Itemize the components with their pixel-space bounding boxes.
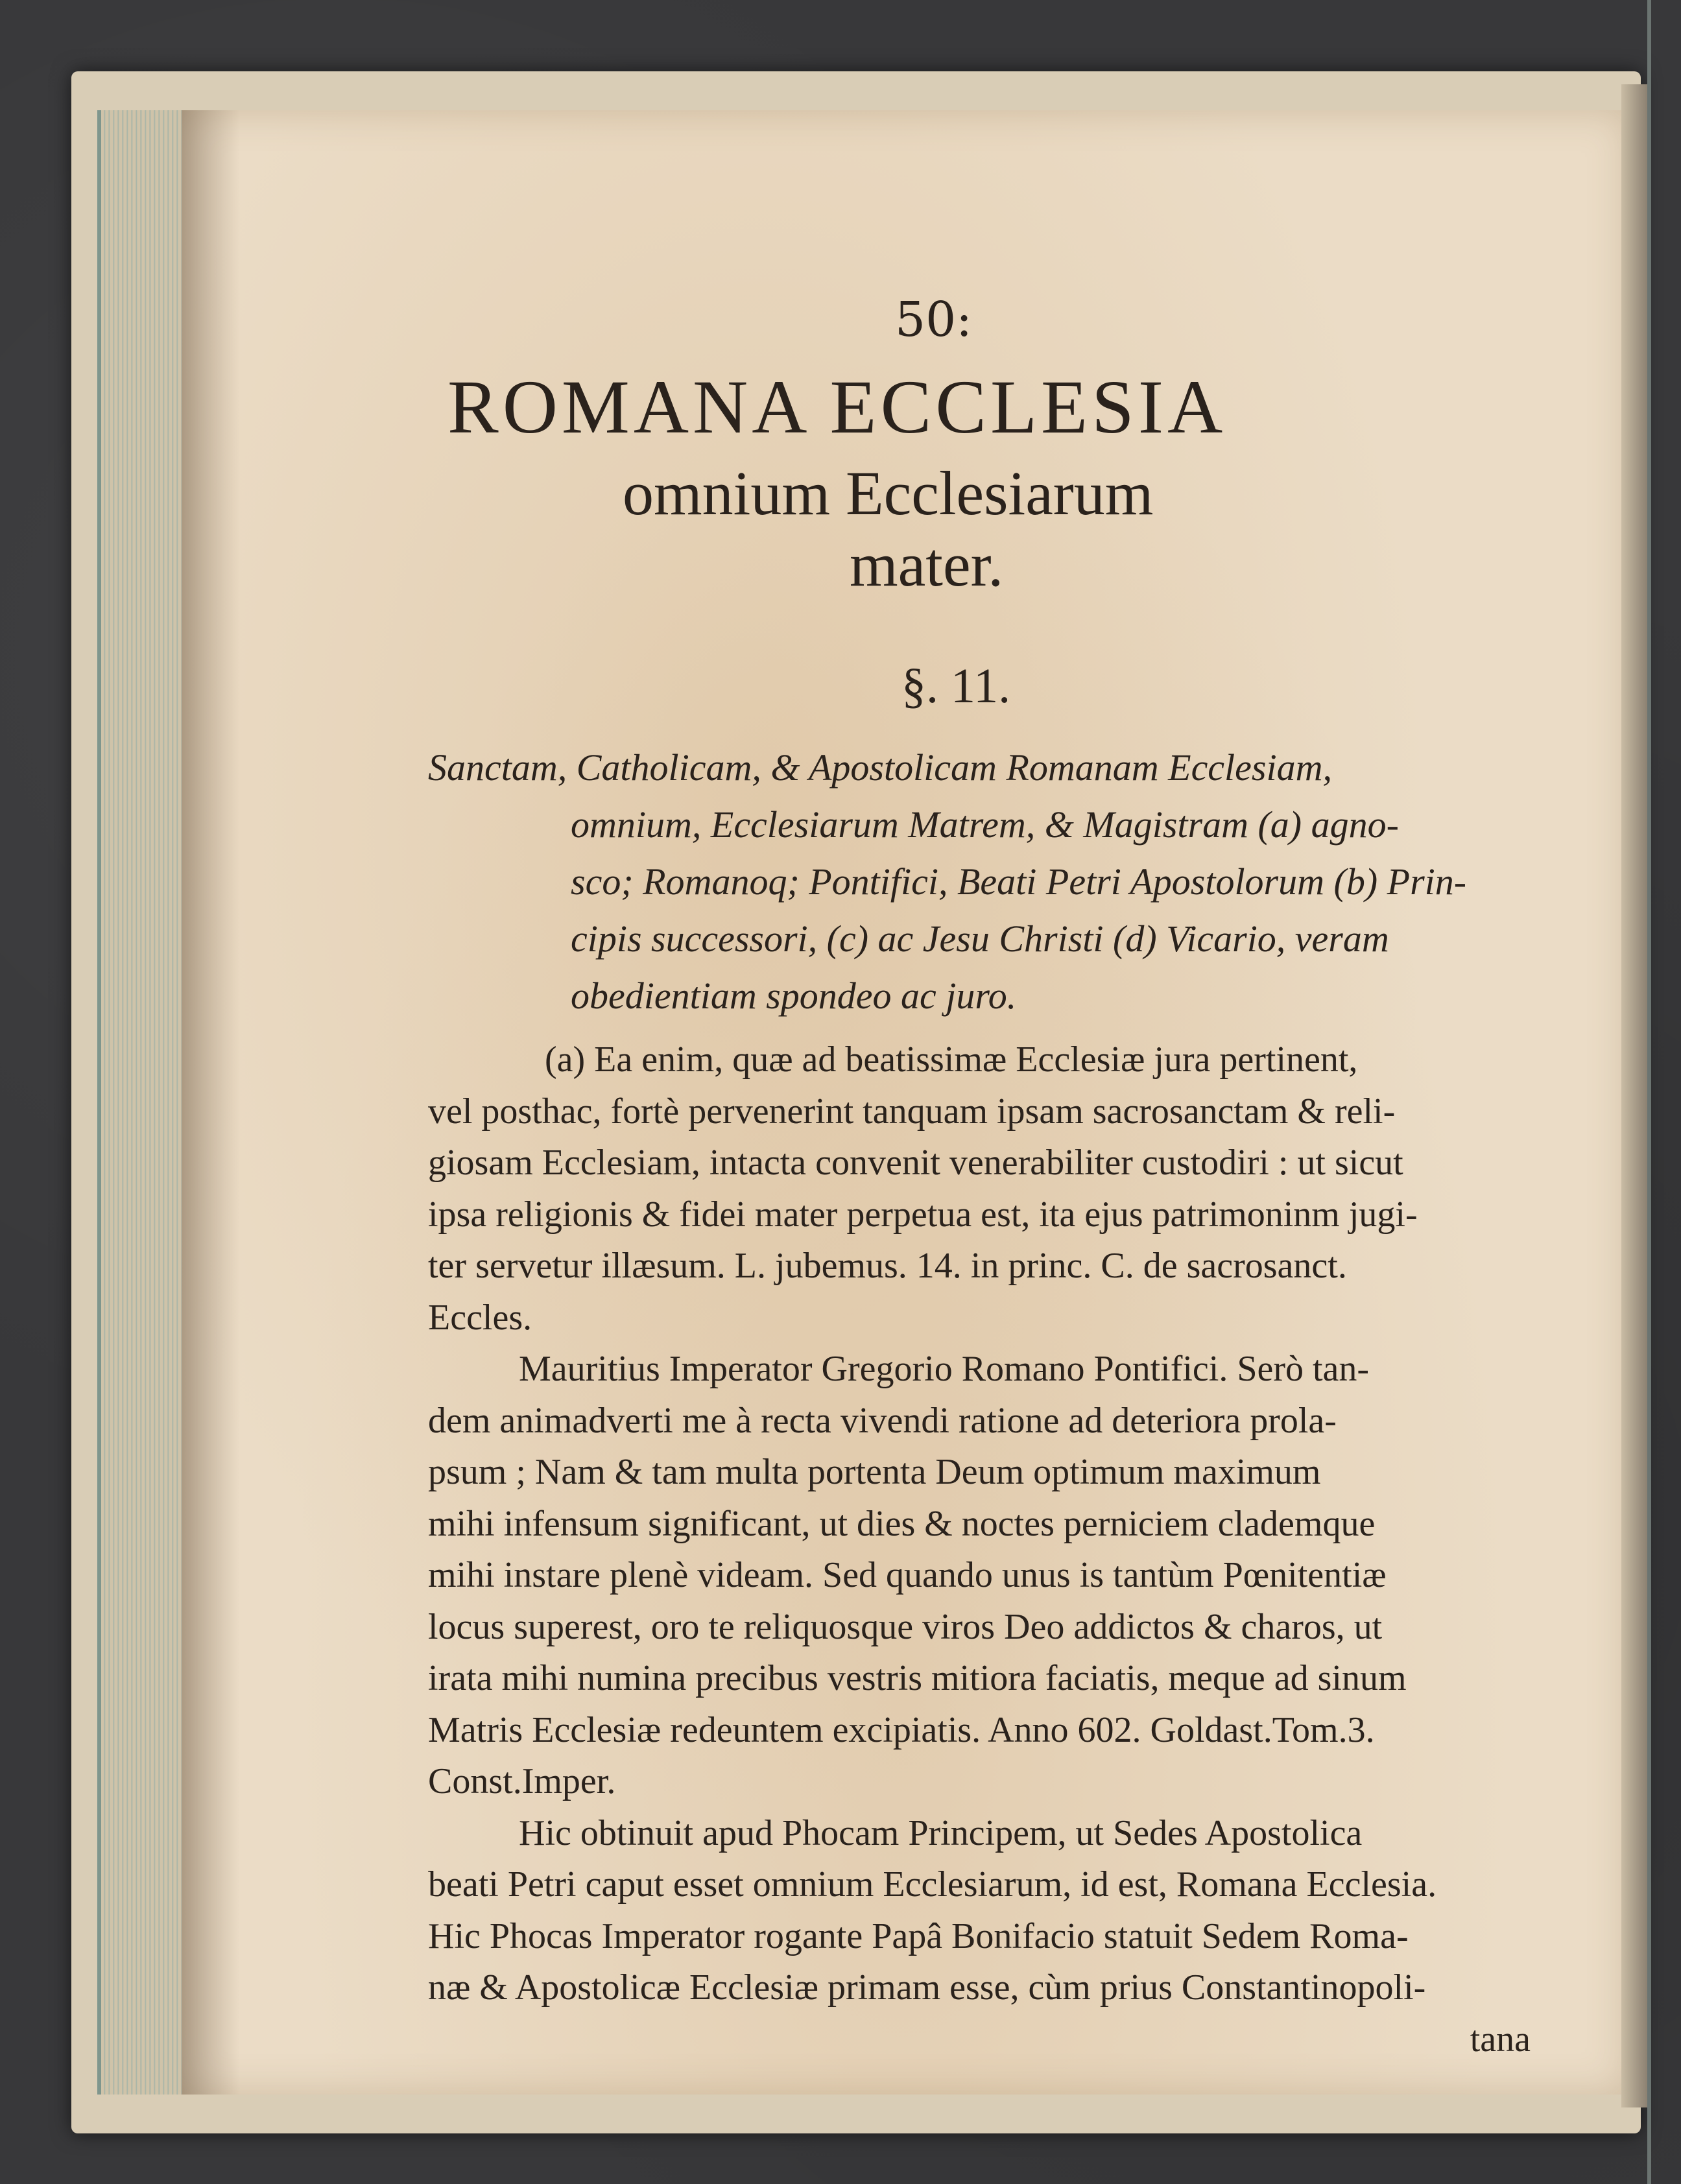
oath-paragraph <box>428 739 1531 1025</box>
title-line-3: mater. <box>850 530 1004 599</box>
oath-line: Sanctam, Catholicam, & Apostolicam Romanam Ecclesiam, <box>428 746 1332 789</box>
gutter-line <box>1647 0 1651 2184</box>
text-line: Const.Imper. <box>428 1761 616 1801</box>
text-line: Mauritius Imperator Gregorio Romano Pontifici. Serò tan- <box>519 1349 1370 1389</box>
page-number: 50: <box>895 292 973 348</box>
note-paragraph-mauritius <box>428 1344 1531 1808</box>
oath-line: omnium, Ecclesiarum Matrem, & Magistram (a) agno- <box>571 803 1399 846</box>
text-line: Hic obtinuit apud Phocam Principem, ut Sedes Apostolica <box>519 1812 1363 1853</box>
spine-shadow <box>182 110 240 2095</box>
text-line: irata mihi numina precibus vestris mitiora faciatis, meque ad sinum <box>428 1658 1407 1698</box>
text-line: locus superest, oro te reliquosque viros Deo addictos & charos, ut <box>428 1606 1383 1647</box>
text-line: ipsa religionis & fidei mater perpetua est, ita ejus patrimoninm jugi- <box>428 1194 1418 1235</box>
text-line: dem animadverti me à recta vivendi ratione ad deteriora prola- <box>428 1400 1337 1441</box>
text-line: giosam Ecclesiam, intacta convenit venerabiliter custodiri : ut sicut <box>428 1143 1403 1183</box>
section-heading: §. 11. <box>901 659 1011 713</box>
oath-line: cipis successori, (c) ac Jesu Christi (d) Vicario, veram <box>571 918 1389 960</box>
oath-line: sco; Romanoq; Pontifici, Beati Petri Apostolorum (b) Prin- <box>571 861 1467 903</box>
text-line: vel posthac, fortè pervenerint tanquam ipsam sacrosanctam & reli- <box>428 1091 1396 1132</box>
text-line: Eccles. <box>428 1297 532 1338</box>
text-line: psum ; Nam & tam multa portenta Deum optimum maximum <box>428 1452 1321 1492</box>
page-right-edge <box>1621 84 1647 2107</box>
text-line: (a) Ea enim, quæ ad beatissimæ Ecclesiæ jura pertinent, <box>545 1039 1358 1080</box>
page-stack-edge <box>97 110 185 2095</box>
title-line-2: omnium Ecclesiarum <box>623 458 1154 528</box>
text-line: næ & Apostolicæ Ecclesiæ primam esse, cùm prius Constantinopoli- <box>428 1967 1426 2008</box>
note-paragraph-a <box>428 1034 1531 1344</box>
text-line: mihi infensum significant, ut dies & noctes perniciem clademque <box>428 1503 1376 1544</box>
text-line: beati Petri caput esset omnium Ecclesiarum, id est, Romana Ecclesia. <box>428 1864 1437 1905</box>
notes-body <box>428 1034 1531 2065</box>
text-line: mihi instare plenè videam. Sed quando unus is tantùm Pœnitentiæ <box>428 1555 1387 1595</box>
note-paragraph-phocas <box>428 1808 1531 2066</box>
text-line: ter servetur illæsum. L. jubemus. 14. in princ. C. de sacrosanct. <box>428 1246 1347 1286</box>
oath-line: obedientiam spondeo ac juro. <box>571 975 1017 1017</box>
catchword: tana <box>1470 2019 1531 2059</box>
text-line: Matris Ecclesiæ redeuntem excipiatis. Anno 602. Goldast.Tom.3. <box>428 1709 1375 1750</box>
title-line-1: ROMANA ECCLESIA <box>447 364 1227 449</box>
text-line: Hic Phocas Imperator rogante Papâ Bonifacio statuit Sedem Roma- <box>428 1916 1409 1956</box>
